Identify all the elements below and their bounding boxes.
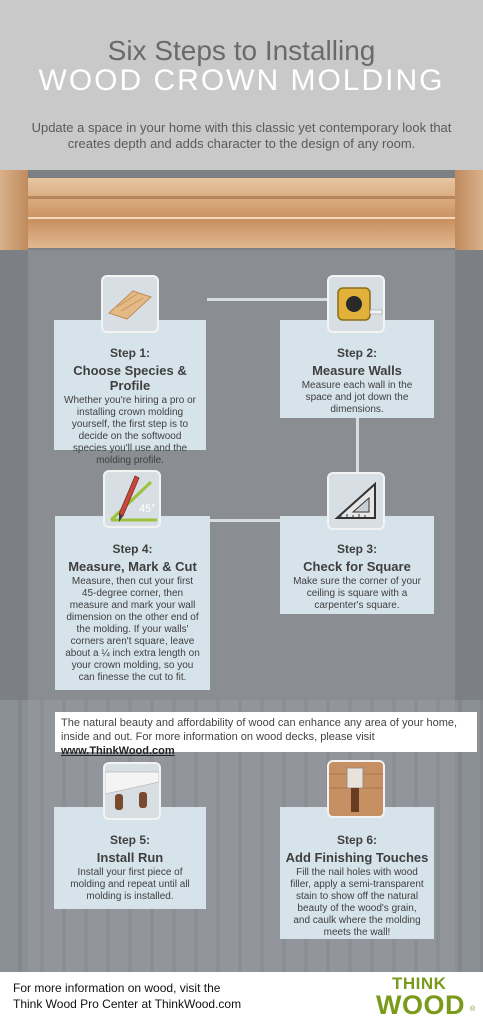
step-3-desc: Make sure the corner of your ceiling is square with a carpenter's square. <box>293 576 421 611</box>
footer-text <box>13 980 241 1012</box>
logo-wood: WOOD <box>376 990 465 1020</box>
carpenter-square-icon <box>329 474 383 528</box>
step-5-title: Install Run <box>96 850 164 865</box>
step-2-number: Step 2: <box>336 346 377 360</box>
step-1-number: Step 1: <box>109 346 150 360</box>
footer-line2: Think Wood Pro Center at ThinkWood.com <box>13 997 242 1011</box>
logo-registered-mark: ® <box>470 1006 476 1013</box>
step-3-number: Step 3: <box>336 542 377 556</box>
step-5-icon-box <box>103 762 161 820</box>
step-5-card <box>54 807 206 909</box>
info-text: The natural beauty and affordability of wood can enhance any area of your home, inside and out. For more information on wood decks, please visit <box>61 717 458 743</box>
intro-text: Update a space in your home with this classic yet contemporary look that creates depth and adds character to the design of any room. <box>31 120 452 151</box>
pencil-angle-icon <box>105 472 159 526</box>
step-1-desc: Whether you're hiring a pro or installing crown molding yourself, the first step is to decide on the softwood species you'll use and the molding profile. <box>64 395 196 466</box>
step-1-icon-box <box>101 275 159 333</box>
step-2-title: Measure Walls <box>312 363 402 378</box>
step-2-desc: Measure each wall in the space and jot down the dimensions. <box>301 380 413 415</box>
step-1-card <box>54 320 206 466</box>
step-3-icon-box <box>327 472 385 530</box>
info-box <box>55 712 477 757</box>
step-4-card <box>55 516 210 690</box>
angle-label: 45° <box>139 503 156 515</box>
step-4-icon-box <box>103 470 161 528</box>
step-2-card <box>280 320 434 418</box>
title-line1: Six Steps to Installing <box>107 35 376 66</box>
connector-2-3 <box>356 418 359 474</box>
crown-molding-graphic <box>0 170 483 250</box>
step-5-desc: Install your first piece of molding and repeat until all molding is installed. <box>70 867 190 902</box>
step-6-icon-box <box>327 760 385 818</box>
logo-think: THINK <box>392 974 447 993</box>
wood-plank-icon <box>103 277 157 331</box>
thinkwood-link[interactable]: www.ThinkWood.com <box>61 745 175 757</box>
paint-brush-icon <box>329 762 383 816</box>
step-4-desc: Measure, then cut your first 45-degree corner, then measure and mark your wall dimension on the other end of the molding. If your walls' corners aren't square, leave about a ¼ inch extra length on your crown molding, so you can finesse the cut to fit. <box>65 576 200 683</box>
step-6-desc: Fill the nail holes with wood filler, apply a semi-transparent stain to show off the natural beauty of the wood's grain, and caulk where the molding meets the wall! <box>290 867 424 938</box>
step-3-card <box>280 516 434 614</box>
step-1-title: Choose Species & Profile <box>73 363 187 393</box>
step-4-number: Step 4: <box>112 542 153 556</box>
tape-measure-icon <box>329 277 383 331</box>
step-6-number: Step 6: <box>336 833 377 847</box>
connector-4-3 <box>210 519 280 522</box>
molding-hands-icon <box>105 764 159 818</box>
footer-line1: For more information on wood, visit the <box>13 981 221 995</box>
connector-1-2 <box>207 298 332 301</box>
title-line2: WOOD CROWN MOLDING <box>38 64 445 97</box>
step-2-icon-box <box>327 275 385 333</box>
step-3-title: Check for Square <box>303 559 411 574</box>
step-5-number: Step 5: <box>109 833 150 847</box>
step-6-card <box>280 807 434 939</box>
step-4-title: Measure, Mark & Cut <box>68 559 197 574</box>
step-6-title: Add Finishing Touches <box>285 850 429 865</box>
